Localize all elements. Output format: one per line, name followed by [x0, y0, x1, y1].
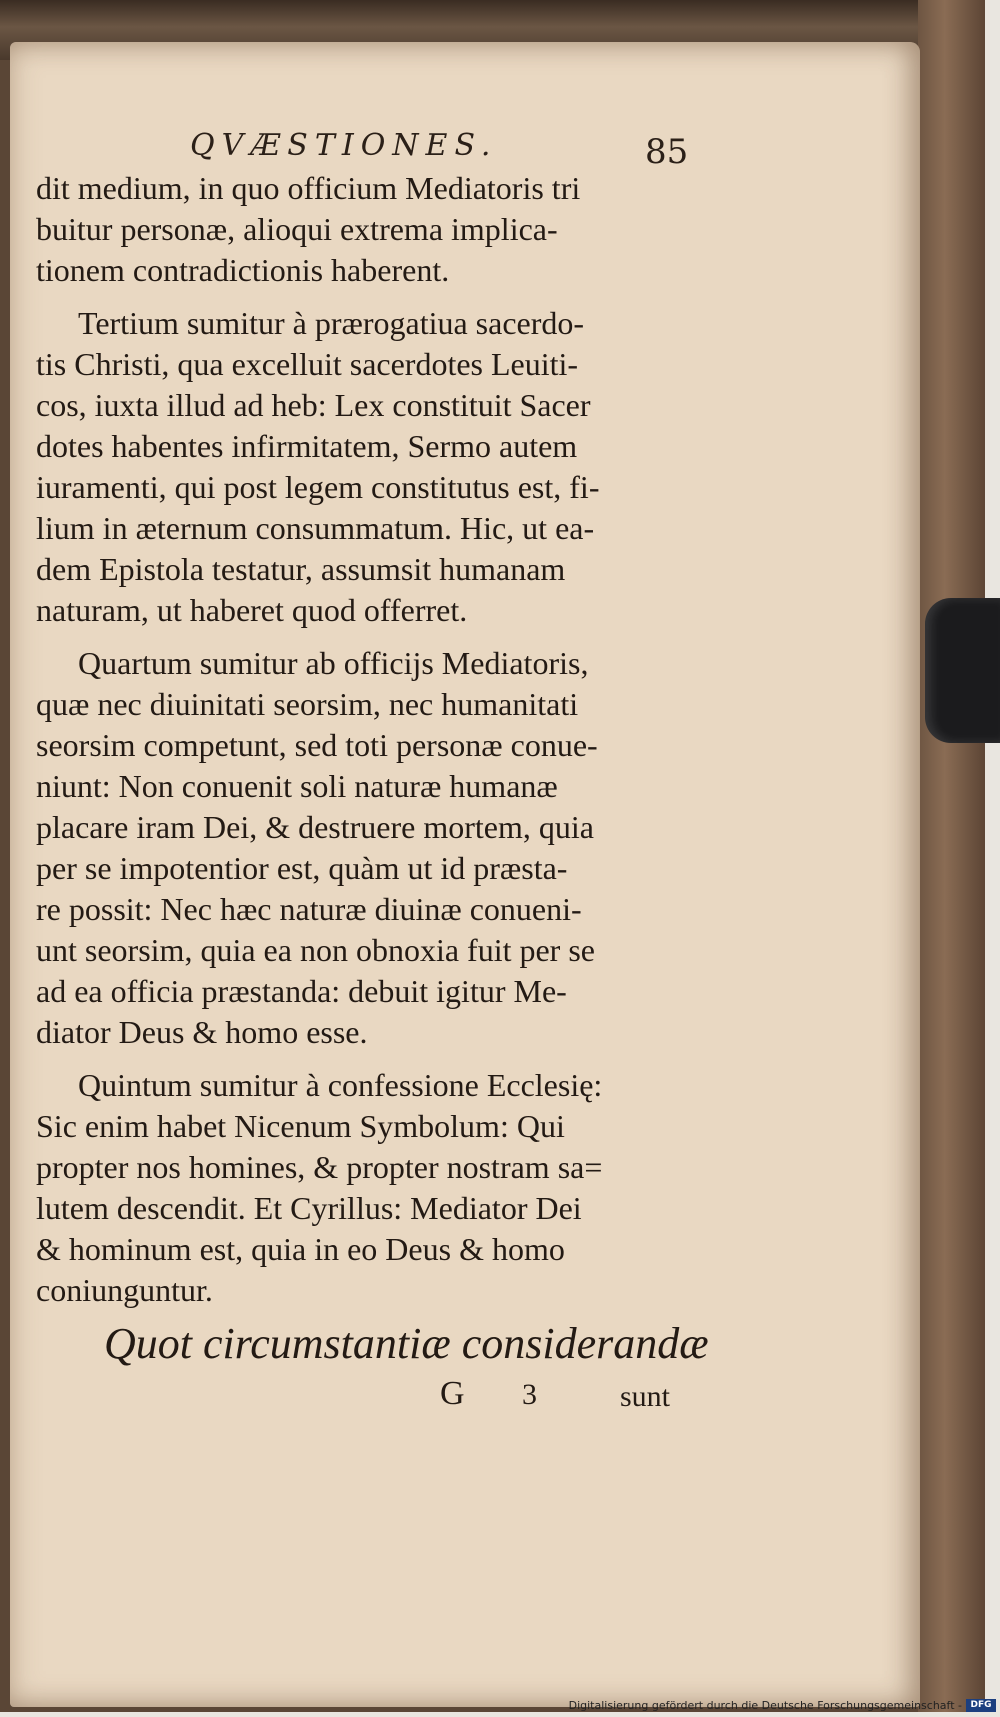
signature-number: 3	[522, 1378, 537, 1411]
text-line: Tertium sumitur à prærogatiua sacerdo-	[78, 305, 585, 341]
text-line: Quartum sumitur ab officijs Mediatoris,	[78, 645, 589, 681]
footer-bar	[0, 1712, 1000, 1717]
text-line: Sic enim habet Nicenum Symbolum: Qui	[36, 1108, 565, 1144]
text-line: lutem descendit. Et Cyrillus: Mediator Dei	[36, 1190, 582, 1226]
text-line: dotes habentes infirmitatem, Sermo autem	[36, 428, 578, 464]
text-line: dem Epistola testatur, assumsit humanam	[36, 551, 566, 587]
text-line: per se impotentior est, quàm ut id præsta-	[36, 850, 568, 886]
signature-letter: G	[440, 1375, 465, 1412]
text-line: unt seorsim, quia ea non obnoxia fuit per se	[36, 932, 595, 968]
body-text	[36, 168, 706, 1311]
text-line: cos, iuxta illud ad heb: Lex constituit Sacer	[36, 387, 591, 423]
question-heading: Quot circumstantiæ considerandæ	[104, 1319, 709, 1368]
running-title: QVÆSTIONES.	[190, 128, 498, 163]
text-line: buitur personæ, alioqui extrema implica-	[36, 211, 558, 247]
dfg-logo-icon: DFG	[966, 1699, 996, 1712]
text-line: quæ nec diuinitati seorsim, nec humanitati	[36, 686, 579, 722]
text-line: re possit: Nec hæc naturæ diuinæ conueni-	[36, 891, 582, 927]
page-number: 85	[645, 132, 689, 172]
digitization-credit: Digitalisierung gefördert durch die Deutsche Forschungsgemeinschaft -	[568, 1699, 962, 1712]
text-line: lium in æternum consummatum. Hic, ut ea-	[36, 510, 595, 546]
text-line: tis Christi, qua excelluit sacerdotes Leuiti-	[36, 346, 579, 382]
text-line: naturam, ut haberet quod offerret.	[36, 592, 468, 628]
text-line: diator Deus & homo esse.	[36, 1014, 368, 1050]
text-line: niunt: Non conuenit soli naturæ humanæ	[36, 768, 558, 804]
text-line: iuramenti, qui post legem constitutus est, fi-	[36, 469, 600, 505]
book-fore-edge	[918, 0, 985, 1712]
text-line: tionem contradictionis haberent.	[36, 252, 450, 288]
text-line: propter nos homines, & propter nostram sa=	[36, 1149, 603, 1185]
text-line: & hominum est, quia in eo Deus & homo	[36, 1231, 565, 1267]
book-clamp	[925, 598, 1000, 743]
text-line: dit medium, in quo officium Mediatoris tri	[36, 170, 581, 206]
text-line: ad ea officia præstanda: debuit igitur Me-	[36, 973, 567, 1009]
text-line: Quintum sumitur à confessione Ecclesię:	[78, 1067, 603, 1103]
text-line: coniunguntur.	[36, 1272, 213, 1308]
catchword: sunt	[620, 1380, 671, 1413]
text-line: seorsim competunt, sed toti personæ conue-	[36, 727, 598, 763]
text-line: placare iram Dei, & destruere mortem, quia	[36, 809, 594, 845]
